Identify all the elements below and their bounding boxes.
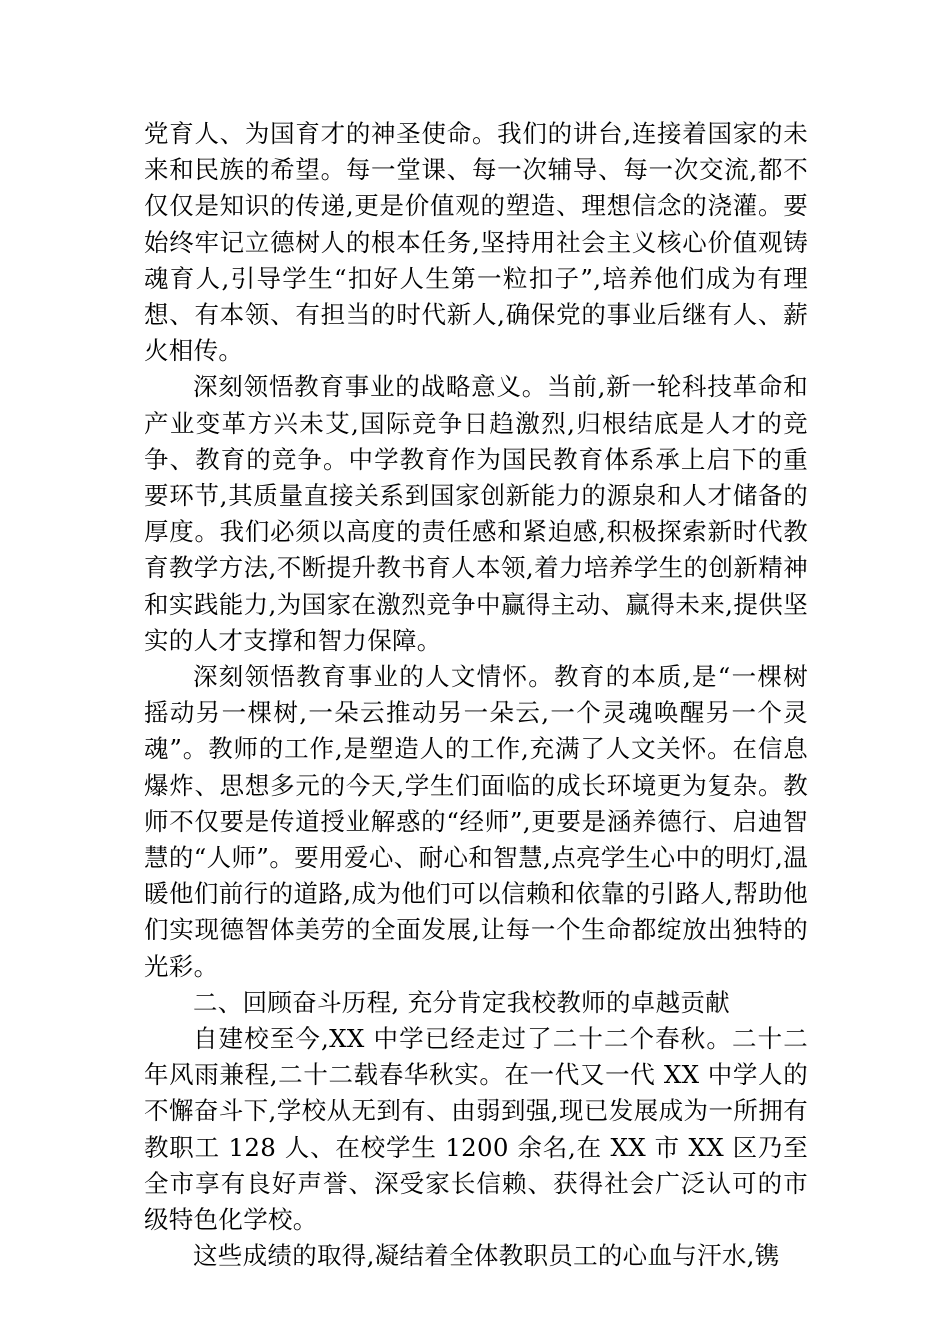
section-heading-2: 二、回顾奋斗历程, 充分肯定我校教师的卓越贡献 [193,987,730,1017]
paragraph-achievements: 这些成绩的取得,凝结着全体教职员工的心血与汗水,镌 [193,1241,780,1271]
paragraph-strategic-significance: 深刻领悟教育事业的战略意义。当前,新一轮科技革命和产业变革方兴未艾,国际竞争日趋激烈,归根结底是人才的竞争、教育的竞争。中学教育作为国民教育体系承上启下的重要环节,其质量直接关系到国家创新能力的源泉和人才储备的厚度。我们必须以高度的责任感和紧迫感,积极探索新时代教育教学方法,不断提升教书育人本领,着力培养学生的创新精神和实践能力,为国家在激烈竞争中赢得主动、赢得未来,提供坚实的人才支撑和智力保障。 [144,372,808,655]
document-body [144,116,808,1275]
paragraph-mission: 党育人、为国育才的神圣使命。我们的讲台,连接着国家的未来和民族的希望。每一堂课、每一次辅导、每一次交流,都不仅仅是知识的传递,更是价值观的塑造、理想信念的浇灌。要始终牢记立德树人的根本任务,坚持用社会主义核心价值观铸魂育人,引导学生“扣好人生第一粒扣子”,培养他们成为有理想、有本领、有担当的时代新人,确保党的事业后继有人、薪火相传。 [144,119,808,366]
paragraph-humanistic-care: 深刻领悟教育事业的人文情怀。教育的本质,是“一棵树摇动另一棵树,一朵云推动另一朵云,一个灵魂唤醒另一个灵魂”。教师的工作,是塑造人的工作,充满了人文关怀。在信息爆炸、思想多元的今天,学生们面临的成长环境更为复杂。教师不仅要是传道授业解惑的“经师”,更要是涵养德行、启迪智慧的“人师”。要用爱心、耐心和智慧,点亮学生心中的明灯,温暖他们前行的道路,成为他们可以信赖和依靠的引路人,帮助他们实现德智体美劳的全面发展,让每一个生命都绽放出独特的光彩。 [144,662,808,981]
paragraph-school-history: 自建校至今,XX 中学已经走过了二十二个春秋。二十二年风雨兼程,二十二载春华秋实。在一代又一代 XX 中学人的不懈奋斗下,学校从无到有、由弱到强,现已发展成为一所拥有教职工 128 人、在校学生 1200 余名,在 XX 市 XX 区乃至全市享有良好声誉、深受家长信赖、获得社会广泛认可的市级特色化学校。 [144,1024,808,1235]
